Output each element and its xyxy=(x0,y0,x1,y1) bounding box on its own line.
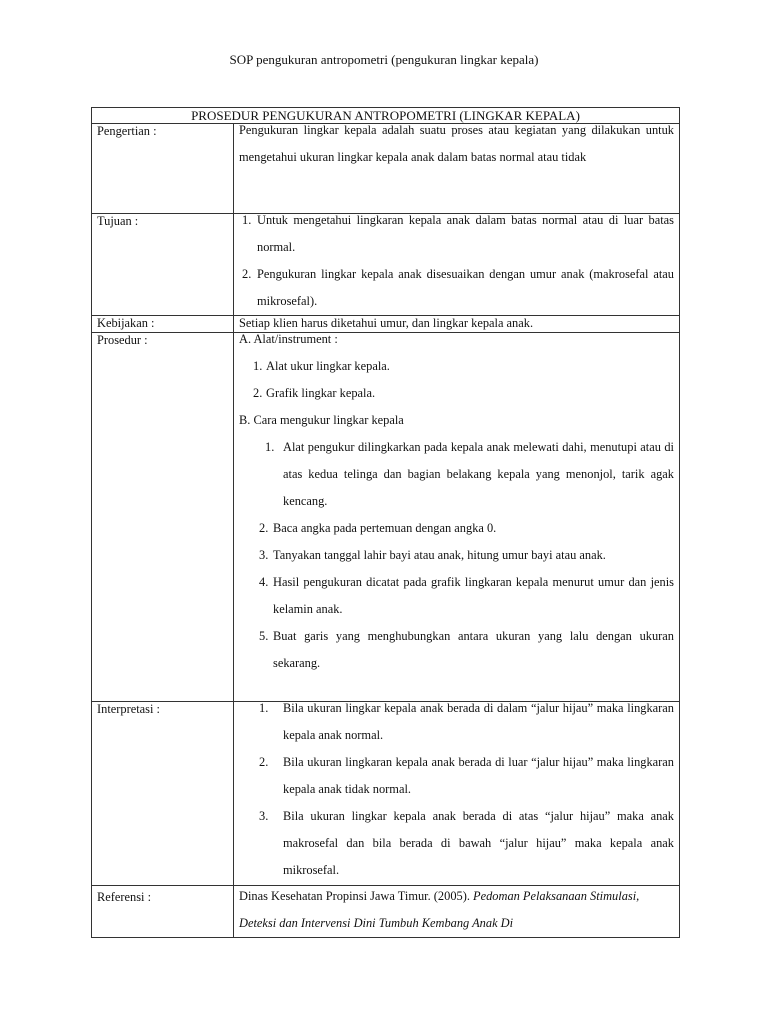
list-text: Grafik lingkar kepala. xyxy=(266,386,376,400)
list-item xyxy=(239,207,674,261)
list-item xyxy=(239,749,674,803)
list-number: 3. xyxy=(259,548,269,562)
content-prosedur xyxy=(234,333,680,702)
row-tujuan xyxy=(92,214,680,316)
content-tujuan xyxy=(234,214,680,316)
list-text: Alat ukur lingkar kepala. xyxy=(266,359,390,373)
label-kebijakan: Kebijakan : xyxy=(92,316,234,333)
list-number: 4. xyxy=(259,575,269,589)
referensi-plain: Dinas Kesehatan Propinsi Jawa Timur. (2005). xyxy=(239,889,474,903)
list-item xyxy=(239,434,674,515)
list-number: 3. xyxy=(259,809,269,823)
label-referensi: Referensi : xyxy=(92,886,234,938)
document-title: SOP pengukuran antropometri (pengukuran lingkar kepala) xyxy=(229,52,539,67)
list-item xyxy=(239,695,674,749)
list-number: 2. xyxy=(259,755,269,769)
label-pengertian: Pengertian : xyxy=(92,124,234,214)
row-interpretasi xyxy=(92,702,680,886)
section-a-heading: A. Alat/instrument : xyxy=(239,332,338,346)
list-number: 1. xyxy=(242,213,252,227)
label-prosedur: Prosedur : xyxy=(92,333,234,702)
table-header: PROSEDUR PENGUKURAN ANTROPOMETRI (LINGKAR KEPALA) xyxy=(92,108,680,124)
content-pengertian xyxy=(234,124,680,214)
label-tujuan: Tujuan : xyxy=(92,214,234,316)
referensi-italic: Pedoman Pelaksanaan Stimulasi, Deteksi dan Intervensi Dini Tumbuh Kembang Anak Di xyxy=(239,889,640,930)
list-text: Untuk mengetahui lingkaran kepala anak dalam batas normal atau di luar batas normal. xyxy=(257,213,674,254)
section-b-heading: B. Cara mengukur lingkar kepala xyxy=(239,413,404,427)
list-number: 2. xyxy=(253,386,263,400)
row-pengertian xyxy=(92,124,680,214)
tujuan-list xyxy=(239,207,674,315)
list-text: Bila ukuran lingkar kepala anak berada di atas “jalur hijau” maka anak makrosefal dan bila berada di bawah “jalur hijau” maka kepala anak mikrosefal. xyxy=(283,809,674,877)
cara-list xyxy=(239,434,674,677)
list-text: Bila ukuran lingkaran kepala anak berada di luar “jalur hijau” maka lingkaran kepala anak tidak normal. xyxy=(283,755,674,796)
list-number: 5. xyxy=(259,629,269,643)
row-prosedur xyxy=(92,333,680,702)
list-item xyxy=(239,261,674,315)
content-kebijakan: Setiap klien harus diketahui umur, dan lingkar kepala anak. xyxy=(234,316,680,333)
list-item xyxy=(239,515,674,542)
list-text: Buat garis yang menghubungkan antara ukuran yang lalu dengan ukuran sekarang. xyxy=(273,629,674,670)
list-item xyxy=(239,623,674,677)
list-number: 1. xyxy=(253,359,263,373)
referensi-text xyxy=(239,883,674,937)
list-text: Hasil pengukuran dicatat pada grafik lingkaran kepala menurut umur dan jenis kelamin anak. xyxy=(273,575,674,616)
list-text: Pengukuran lingkar kepala anak disesuaikan dengan umur anak (makrosefal atau mikrosefal). xyxy=(257,267,674,308)
alat-list xyxy=(239,353,674,407)
list-text: Baca angka pada pertemuan dengan angka 0. xyxy=(273,521,497,535)
list-text: Alat pengukur dilingkarkan pada kepala anak melewati dahi, menutupi atau di atas kedua telinga dan bagian belakang kepala yang menonjol, tarik agak kencang. xyxy=(283,440,674,508)
list-item xyxy=(239,353,674,380)
content-interpretasi xyxy=(234,702,680,886)
pengertian-text: Pengukuran lingkar kepala adalah suatu proses atau kegiatan yang dilakukan untuk mengetahui ukuran lingkar kepala anak dalam batas normal atau tidak xyxy=(239,123,674,164)
label-interpretasi: Interpretasi : xyxy=(92,702,234,886)
list-item xyxy=(239,569,674,623)
list-text: Tanyakan tanggal lahir bayi atau anak, hitung umur bayi atau anak. xyxy=(273,548,606,562)
interpretasi-list xyxy=(239,695,674,884)
list-item xyxy=(239,380,674,407)
list-number: 1. xyxy=(265,440,275,454)
list-item xyxy=(239,542,674,569)
list-number: 1. xyxy=(259,701,269,715)
row-referensi xyxy=(92,886,680,938)
list-text: Bila ukuran lingkar kepala anak berada di dalam “jalur hijau” maka lingkaran kepala anak normal. xyxy=(283,701,674,742)
sop-table xyxy=(91,107,680,938)
list-number: 2. xyxy=(242,267,252,281)
list-number: 2. xyxy=(259,521,269,535)
content-referensi xyxy=(234,886,680,938)
list-item xyxy=(239,803,674,884)
